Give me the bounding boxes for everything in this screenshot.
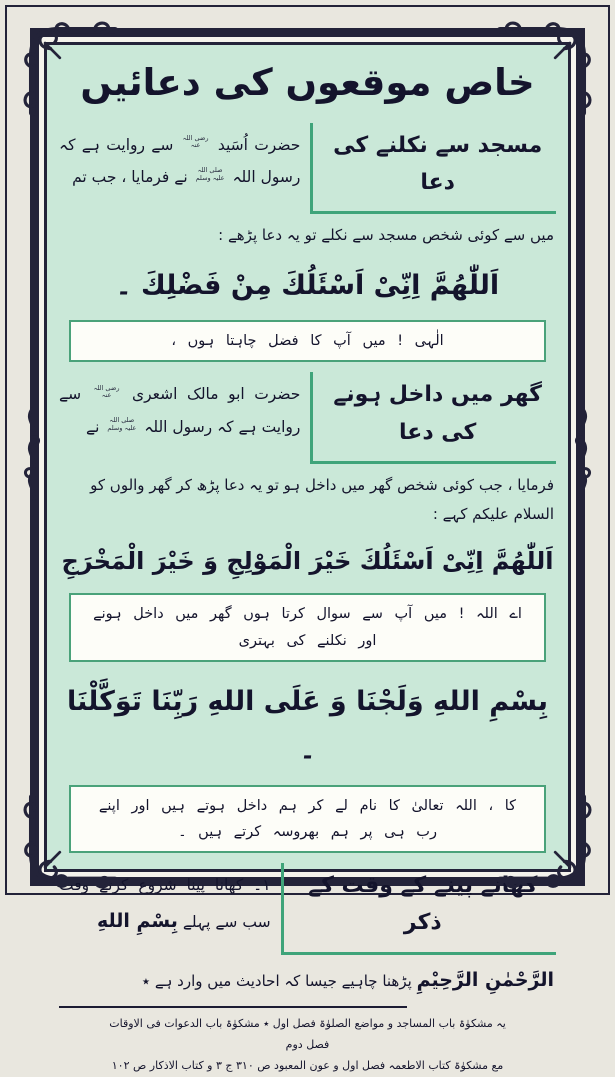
stamp-line: رضی اللہ bbox=[182, 133, 209, 142]
narration-text: حضرت اُسَید bbox=[217, 135, 301, 154]
section-ghar-dua-arabic-2: بِسْمِ اللهِ وَلَجْنَا وَ عَلَی اللهِ رَبِّنَا تَوَکَّلْنَا ۔ bbox=[66, 685, 549, 766]
translation-text: الٰہی ! میں آپ کا فضل چاہتا ہوں ، bbox=[171, 333, 444, 350]
stamp-line: رضی اللہ bbox=[93, 383, 120, 392]
narration-text: نے فرمایا ، جب تم bbox=[72, 168, 188, 187]
radiallahu-anhu-stamp bbox=[94, 385, 120, 400]
stamp-line: علیہ وسلم bbox=[107, 423, 137, 432]
section-ghar-dua-arabic: اَللّٰهُمَّ اِنِّیْ اَسْئَلُكَ خَیْرَ الْمَوْلِجِ وَ خَیْرَ الْمَخْرَجِ bbox=[61, 547, 554, 576]
section-ghar-translation-box bbox=[69, 593, 546, 661]
item-line2-rest: پڑھنا چاہیے جیسا کہ احادیث میں وارد ہے ٭ bbox=[141, 971, 412, 990]
item-text: ۱۔ کھانا پینا شروع کرتے وقت سب سے پہلے bbox=[59, 876, 271, 931]
corner-flourish-icon bbox=[500, 21, 592, 113]
section-masjid-narration bbox=[59, 123, 300, 194]
corner-flourish-icon bbox=[23, 797, 115, 889]
corner-flourish-icon bbox=[500, 797, 592, 889]
page-title: خاص موقعوں کی دعائیں bbox=[80, 61, 535, 104]
stamp-line: عنہ bbox=[101, 390, 112, 399]
section-masjid-header-row bbox=[59, 123, 556, 215]
section-masjid-heading-box bbox=[310, 123, 556, 215]
item-arabic-inline: بِسْمِ اللهِ bbox=[96, 909, 178, 932]
narration-text: سے روایت ہے کہ رسول اللہ bbox=[59, 385, 301, 437]
sallallahu-alaihi-wasallam-stamp bbox=[196, 167, 225, 182]
section-ghar-header-row bbox=[59, 372, 556, 464]
radiallahu-anhu-stamp bbox=[183, 135, 209, 150]
section-ghar-narration bbox=[59, 372, 300, 443]
frame-inner-border bbox=[44, 42, 571, 1072]
section-ghar-translation-box-2 bbox=[69, 785, 546, 853]
edge-ornament-icon bbox=[570, 407, 596, 517]
ornamental-frame bbox=[30, 28, 585, 1072]
content-panel bbox=[47, 45, 568, 1072]
footnotes-block bbox=[99, 1014, 516, 1077]
section-masjid-narration-line2: میں سے کوئی شخص مسجد سے نکلے تو یہ دعا پڑھے : bbox=[218, 226, 554, 245]
narration-text: نے bbox=[86, 418, 100, 437]
section-ghar-narration-line2: فرمایا ، جب کوئی شخص گھر میں داخل ہو تو یہ دعا پڑھ کر گھر والوں کو السلام علیکم کہے : bbox=[90, 476, 554, 523]
corner-flourish-icon bbox=[23, 21, 115, 113]
item-line2-arabic: الرَّحْمٰنِ الرَّحِیْمِ bbox=[416, 968, 554, 991]
narration-text: حضرت ابو مالک اشعری bbox=[132, 385, 301, 404]
translation-text: اے اللہ ! میں آپ سے سوال کرتا ہوں گھر میں داخل ہونے اور نکلنے کی بہتری bbox=[93, 606, 522, 649]
section-ghar-heading-box bbox=[310, 372, 556, 464]
section-khana-item-line2 bbox=[61, 962, 554, 998]
section-khana-header-row bbox=[59, 863, 556, 955]
section-masjid-translation-box bbox=[69, 320, 546, 362]
sallallahu-alaihi-wasallam-stamp bbox=[107, 417, 136, 432]
stamp-line: صلی اللہ bbox=[197, 166, 223, 175]
stamp-line: صلی اللہ bbox=[109, 416, 135, 425]
edge-ornament-icon bbox=[19, 407, 45, 517]
section-khana-heading: کھانے پینے کے وقت کے ذکر bbox=[308, 873, 538, 936]
footnote-line-2: مع مشکوٰۃ کتاب الاطعمہ فصل اول و عون المعبود ص ۳۱۰ ج ۳ و کتاب الاذکار ص ۱۰۲ bbox=[111, 1058, 504, 1072]
footnote-line-1: یہ مشکوٰۃ باب المساجد و مواضع الصلوٰۃ فصل اول ٭ مشکوٰۃ باب الدعوات فی الاوقات فصل دوم bbox=[109, 1016, 506, 1051]
translation-text: کا ، اللہ تعالیٰ کا نام لے کر ہم داخل ہوتے ہیں اور اپنے رب ہی پر ہم بھروسہ کرتے ہیں ۔ bbox=[98, 797, 517, 840]
frame-white-channel bbox=[39, 37, 576, 1072]
footnote-divider bbox=[59, 1006, 407, 1008]
stamp-line: عنہ bbox=[190, 141, 201, 149]
section-ghar-heading: گھر میں داخل ہونے کی دعا bbox=[333, 382, 542, 445]
section-masjid-dua-arabic: اَللّٰهُمَّ اِنِّیْ اَسْئَلُكَ مِنْ فَضْلِكَ ۔ bbox=[115, 269, 500, 301]
section-masjid-heading: مسجد سے نکلنے کی دعا bbox=[333, 132, 543, 195]
narration-text: سے روایت ہے کہ رسول اللہ bbox=[59, 135, 301, 187]
stamp-line: علیہ وسلم bbox=[195, 173, 225, 182]
